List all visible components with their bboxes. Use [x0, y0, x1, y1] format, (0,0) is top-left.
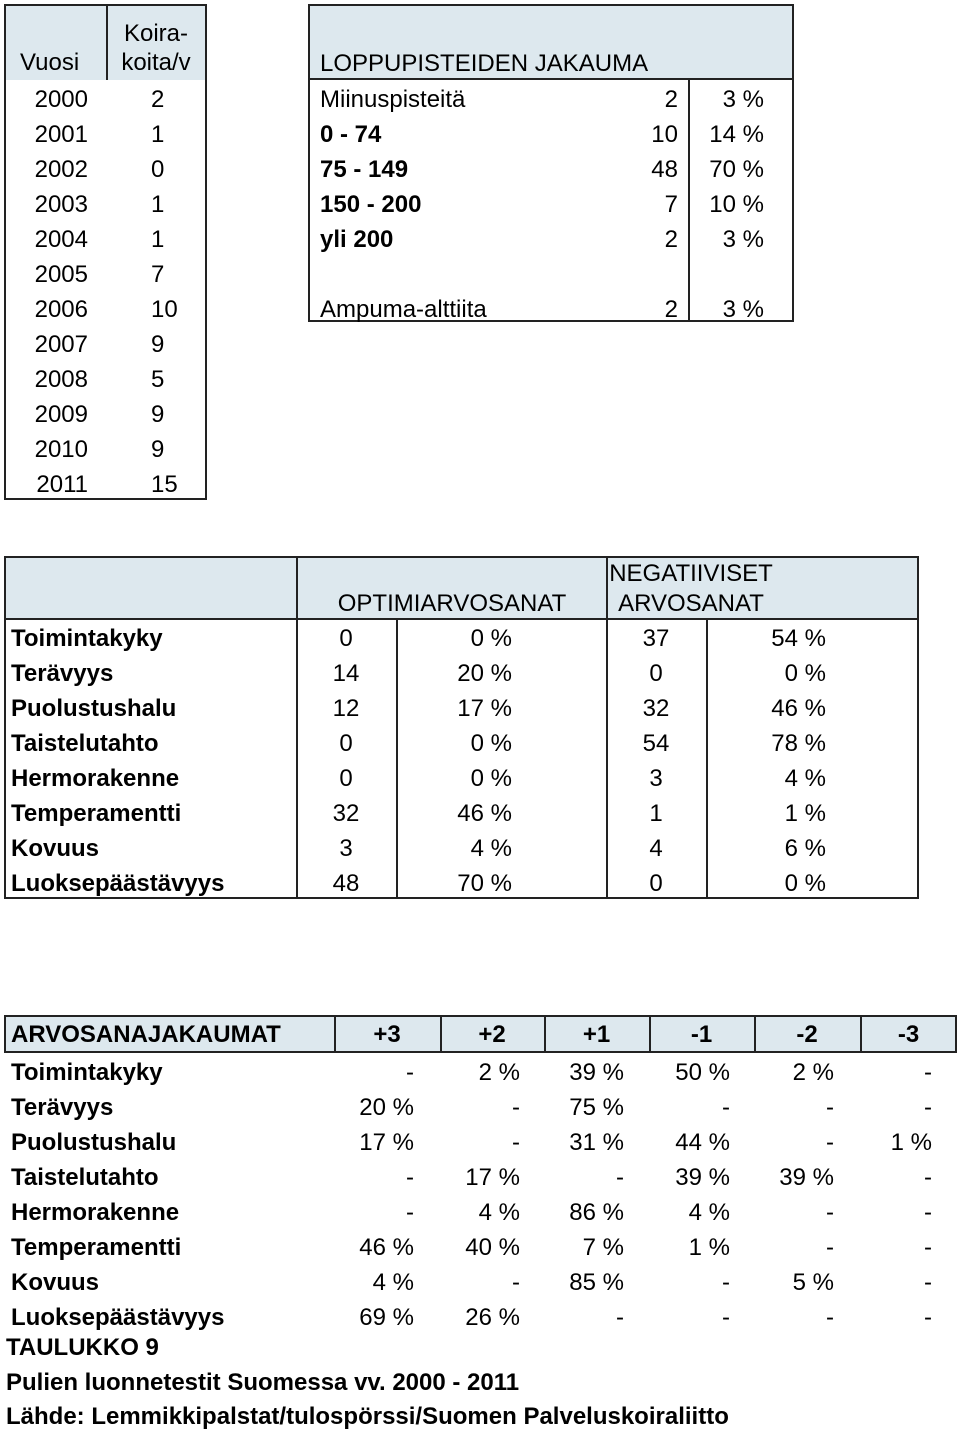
optimi-count-cell: 0	[339, 730, 353, 757]
negative-count-cell: 0	[649, 870, 663, 897]
distribution-value-cell: 86 %	[569, 1199, 624, 1226]
distribution-table	[4, 1015, 959, 1337]
year-cell: 2004	[34, 226, 88, 253]
negative-pct-cell: 46 %	[771, 695, 826, 722]
distribution-value-cell: 44 %	[675, 1129, 730, 1156]
points-count-cell: 48	[651, 156, 678, 183]
distribution-trait-cell: Temperamentti	[11, 1234, 182, 1261]
distribution-value-cell: 75 %	[569, 1094, 624, 1121]
year-cell: 2010	[34, 436, 88, 463]
distribution-header-grade: -1	[690, 1021, 713, 1048]
distribution-value-cell: -	[512, 1269, 520, 1296]
points-pct-cell: 3 %	[722, 86, 764, 113]
dogs-count-cell: 9	[151, 436, 165, 463]
points-label-cell: Miinuspisteitä	[320, 86, 466, 113]
negative-pct-cell: 78 %	[771, 730, 826, 757]
negative-count-cell: 1	[649, 800, 663, 827]
distribution-trait-cell: Puolustushalu	[11, 1129, 177, 1156]
distribution-header-grade: +3	[373, 1021, 401, 1048]
negative-count-cell: 4	[649, 835, 663, 862]
grade-trait-cell: Taistelutahto	[11, 730, 159, 757]
optimi-count-cell: 0	[339, 625, 353, 652]
distribution-value-cell: -	[406, 1059, 414, 1086]
dogs-count-cell: 15	[151, 471, 178, 498]
distribution-value-cell: -	[406, 1199, 414, 1226]
negative-count-cell: 37	[642, 625, 670, 652]
distribution-value-cell: 4 %	[688, 1199, 730, 1226]
points-table	[308, 4, 794, 322]
year-cell: 2001	[34, 121, 88, 148]
optimi-pct-cell: 0 %	[470, 730, 512, 757]
distribution-value-cell: -	[512, 1129, 520, 1156]
negative-pct-cell: 54 %	[771, 625, 826, 652]
footer-table-number: TAULUKKO 9	[6, 1334, 159, 1361]
distribution-value-cell: 39 %	[569, 1059, 624, 1086]
grade-trait-cell: Toimintakyky	[11, 625, 163, 652]
negative-pct-cell: 6 %	[784, 835, 826, 862]
points-pct-cell: 3 %	[722, 296, 764, 323]
distribution-value-cell: 1 %	[890, 1129, 932, 1156]
distribution-header-title: ARVOSANAJAKAUMAT	[11, 1021, 281, 1048]
distribution-value-cell: -	[512, 1094, 520, 1121]
grades-table	[4, 556, 919, 899]
year-cell: 2006	[34, 296, 88, 323]
distribution-value-cell: 85 %	[569, 1269, 624, 1296]
distribution-trait-cell: Taistelutahto	[11, 1164, 159, 1191]
distribution-value-cell: 2 %	[792, 1059, 834, 1086]
distribution-value-cell: 5 %	[792, 1269, 834, 1296]
optimi-count-cell: 48	[332, 870, 360, 897]
distribution-value-cell: -	[924, 1199, 932, 1226]
distribution-trait-cell: Toimintakyky	[11, 1059, 163, 1086]
distribution-value-cell: -	[924, 1234, 932, 1261]
points-label-cell: 75 - 149	[320, 156, 409, 183]
distribution-value-cell: 1 %	[688, 1234, 730, 1261]
grade-trait-cell: Puolustushalu	[11, 695, 177, 722]
year-cell: 2011	[36, 471, 88, 498]
dogs-count-cell: 1	[151, 191, 165, 218]
points-count-cell	[610, 257, 678, 292]
distribution-value-cell: 50 %	[675, 1059, 730, 1086]
dogs-count-cell: 1	[151, 121, 165, 148]
optimi-count-cell: 0	[339, 765, 353, 792]
distribution-value-cell: -	[406, 1164, 414, 1191]
points-pct-cell: 3 %	[722, 226, 764, 253]
distribution-value-cell: 39 %	[675, 1164, 730, 1191]
distribution-value-cell: 20 %	[359, 1094, 414, 1121]
dogs-count-cell: 10	[151, 296, 178, 323]
distribution-trait-cell: Hermorakenne	[11, 1199, 180, 1226]
distribution-header-grade: +1	[582, 1021, 611, 1048]
year-cell: 2000	[34, 86, 88, 113]
points-count-cell: 2	[664, 296, 678, 323]
distribution-value-cell: 46 %	[359, 1234, 414, 1261]
grade-trait-cell: Terävyys	[11, 660, 114, 687]
negative-count-cell: 32	[642, 695, 670, 722]
distribution-value-cell: -	[826, 1094, 834, 1121]
grade-trait-cell: Luoksepäästävyys	[11, 870, 225, 897]
optimi-count-cell: 14	[332, 660, 360, 687]
distribution-value-cell: 17 %	[359, 1129, 414, 1156]
years-table-divider	[106, 6, 108, 80]
points-pct-cell: 14 %	[709, 121, 764, 148]
points-pct-cell: 10 %	[709, 191, 764, 218]
distribution-value-cell: -	[826, 1234, 834, 1261]
distribution-value-cell: -	[722, 1094, 730, 1121]
optimi-pct-cell: 20 %	[457, 660, 512, 687]
points-table-title: LOPPUPISTEIDEN JAKAUMA	[320, 50, 649, 77]
optimi-header: OPTIMIARVOSANAT	[337, 590, 567, 617]
points-count-cell: 2	[664, 86, 678, 113]
optimi-count-cell: 12	[332, 695, 360, 722]
negative-pct-cell: 1 %	[784, 800, 826, 827]
year-cell: 2003	[34, 191, 88, 218]
points-count-cell: 10	[651, 121, 678, 148]
distribution-value-cell: 31 %	[569, 1129, 624, 1156]
dogs-count-cell: 9	[151, 401, 165, 428]
optimi-count-cell: 3	[339, 835, 353, 862]
year-cell: 2008	[34, 366, 88, 393]
footer-description: Pulien luonnetestit Suomessa vv. 2000 - 2011	[6, 1369, 520, 1396]
grade-trait-cell: Temperamentti	[11, 800, 182, 827]
dogs-count-cell: 2	[151, 86, 165, 113]
distribution-value-cell: -	[826, 1304, 834, 1331]
year-cell: 2009	[34, 401, 88, 428]
distribution-value-cell: -	[722, 1269, 730, 1296]
negative-count-cell: 3	[649, 765, 663, 792]
points-count-cell: 2	[664, 226, 678, 253]
year-cell: 2005	[34, 261, 88, 288]
points-pct-cell	[690, 257, 764, 292]
optimi-count-cell: 32	[332, 800, 360, 827]
years-header-koirat-line2: koita/v	[121, 49, 191, 76]
distribution-trait-cell: Terävyys	[11, 1094, 114, 1121]
points-label-cell: 150 - 200	[320, 191, 422, 218]
distribution-value-cell: 2 %	[478, 1059, 520, 1086]
points-label-cell: yli 200	[320, 226, 394, 253]
years-header-koirat-line1: Koira-	[123, 20, 189, 47]
optimi-pct-cell: 4 %	[470, 835, 512, 862]
optimi-pct-cell: 17 %	[457, 695, 512, 722]
points-label-cell: Ampuma-alttiita	[320, 296, 487, 323]
optimi-pct-cell: 70 %	[457, 870, 512, 897]
negative-count-cell: 0	[649, 660, 663, 687]
dogs-count-cell: 1	[151, 226, 165, 253]
distribution-value-cell: -	[826, 1129, 834, 1156]
distribution-header-grade: -2	[796, 1021, 818, 1048]
negatiiviset-header-line2: ARVOSANAT	[618, 590, 764, 617]
distribution-value-cell: 17 %	[465, 1164, 520, 1191]
negative-pct-cell: 0 %	[784, 870, 826, 897]
distribution-trait-cell: Kovuus	[11, 1269, 100, 1296]
negatiiviset-header-line1: NEGATIIVISET	[609, 560, 773, 587]
optimi-pct-cell: 46 %	[457, 800, 512, 827]
points-label-cell	[320, 257, 620, 292]
optimi-pct-cell: 0 %	[470, 625, 512, 652]
distribution-value-cell: -	[924, 1094, 932, 1121]
distribution-value-cell: -	[616, 1164, 624, 1191]
years-header-vuosi: Vuosi	[20, 49, 80, 76]
distribution-value-cell: -	[924, 1304, 932, 1331]
points-label-cell: 0 - 74	[320, 121, 382, 148]
distribution-value-cell: 4 %	[478, 1199, 520, 1226]
year-cell: 2002	[34, 156, 88, 183]
footer-source: Lähde: Lemmikkipalstat/tulospörssi/Suomen Palveluskoiraliitto	[6, 1403, 729, 1430]
distribution-value-cell: -	[924, 1059, 932, 1086]
negative-pct-cell: 4 %	[784, 765, 826, 792]
distribution-value-cell: -	[616, 1304, 624, 1331]
year-cell: 2007	[34, 331, 88, 358]
distribution-header-grade: -3	[897, 1021, 920, 1048]
distribution-value-cell: 4 %	[372, 1269, 414, 1296]
dogs-count-cell: 9	[151, 331, 165, 358]
distribution-value-cell: -	[722, 1304, 730, 1331]
grade-trait-cell: Hermorakenne	[11, 765, 180, 792]
points-pct-cell: 70 %	[709, 156, 764, 183]
distribution-value-cell: 39 %	[779, 1164, 834, 1191]
negative-pct-cell: 0 %	[784, 660, 826, 687]
dogs-count-cell: 0	[151, 156, 165, 183]
years-table	[4, 4, 207, 500]
distribution-value-cell: 26 %	[465, 1304, 520, 1331]
negative-count-cell: 54	[642, 730, 670, 757]
distribution-trait-cell: Luoksepäästävyys	[11, 1304, 225, 1331]
distribution-value-cell: 69 %	[359, 1304, 414, 1331]
optimi-pct-cell: 0 %	[470, 765, 512, 792]
distribution-header-grade: +2	[478, 1021, 506, 1048]
points-count-cell: 7	[664, 191, 678, 218]
distribution-value-cell: 7 %	[582, 1234, 624, 1261]
distribution-value-cell: 40 %	[465, 1234, 520, 1261]
dogs-count-cell: 5	[151, 366, 165, 393]
grade-trait-cell: Kovuus	[11, 835, 100, 862]
distribution-value-cell: -	[924, 1164, 932, 1191]
distribution-value-cell: -	[924, 1269, 932, 1296]
distribution-value-cell: -	[826, 1199, 834, 1226]
dogs-count-cell: 7	[151, 261, 165, 288]
